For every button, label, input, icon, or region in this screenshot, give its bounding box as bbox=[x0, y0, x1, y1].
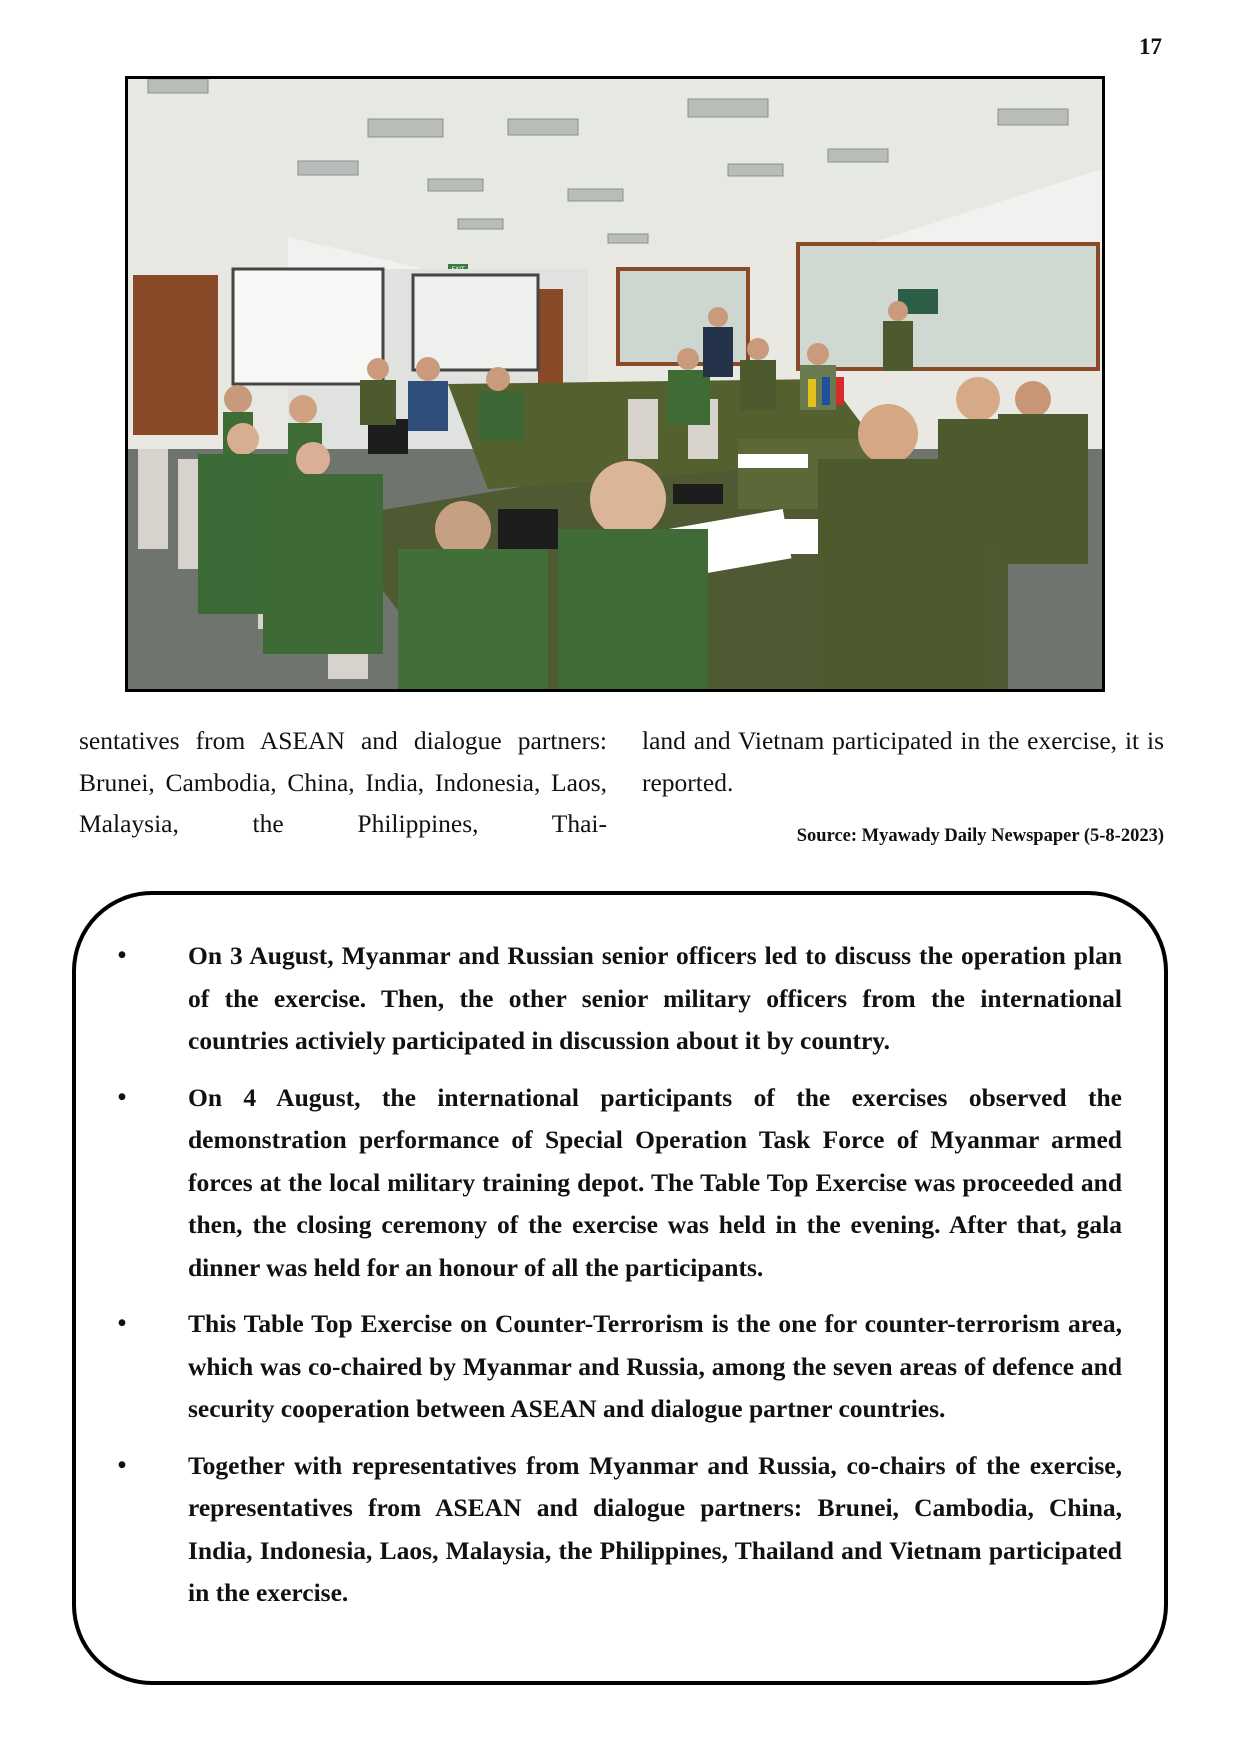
source-citation: Source: Myawady Daily Newspaper (5-8-2023) bbox=[796, 826, 1164, 846]
article-left-column bbox=[79, 720, 607, 845]
summary-box bbox=[72, 891, 1168, 1685]
list-item bbox=[112, 935, 1122, 1063]
list-item bbox=[112, 1445, 1122, 1615]
list-item-text: Together with representatives from Myanmar and Russia, co-chairs of the exercise, representatives from ASEAN and dialogue partners: Brunei, Cambodia, China, India, Indonesia, Laos, Malaysia, the Philippines, Thailand and Vietnam participated in the exercise. bbox=[188, 1450, 1122, 1607]
list-item-text: On 3 August, Myanmar and Russian senior officers led to discuss the operation plan of the exercise. Then, the other senior military officers from the international countries activiely participated in discussion about it by country. bbox=[188, 941, 1122, 1055]
article-left-text: sentatives from ASEAN and dialogue partners: Brunei, Cambodia, China, India, Indonesia, Laos, Malaysia, the Philippines, Thai- bbox=[79, 726, 607, 838]
bullet-icon: • bbox=[117, 1083, 127, 1111]
list-item-text: On 4 August, the international participants of the exercises observed the demonstration performance of Special Operation Task Force of Myanmar armed forces at the local military training depot. The Table Top Exercise was proceeded and then, the closing ceremony of the exercise was held in the evening. After that, gala dinner was held for an honour of all the participants. bbox=[188, 1082, 1122, 1282]
list-item-text: This Table Top Exercise on Counter-Terrorism is the one for counter-terrorism area, which was co-chaired by Myanmar and Russia, among the seven areas of defence and security cooperation between ASEAN and dialogue partner countries. bbox=[188, 1309, 1122, 1423]
summary-list bbox=[112, 935, 1122, 1629]
page-number: 17 bbox=[1139, 34, 1162, 59]
article-right-column bbox=[642, 720, 1164, 803]
conference-room-illustration bbox=[128, 79, 1102, 689]
list-item bbox=[112, 1077, 1122, 1290]
meeting-photo bbox=[125, 76, 1105, 692]
list-item bbox=[112, 1303, 1122, 1431]
bullet-icon: • bbox=[117, 942, 127, 969]
bullet-icon: • bbox=[117, 1310, 127, 1337]
article-right-text: land and Vietnam participated in the exercise, it is reported. bbox=[642, 726, 1164, 797]
bullet-icon: • bbox=[117, 1451, 127, 1479]
